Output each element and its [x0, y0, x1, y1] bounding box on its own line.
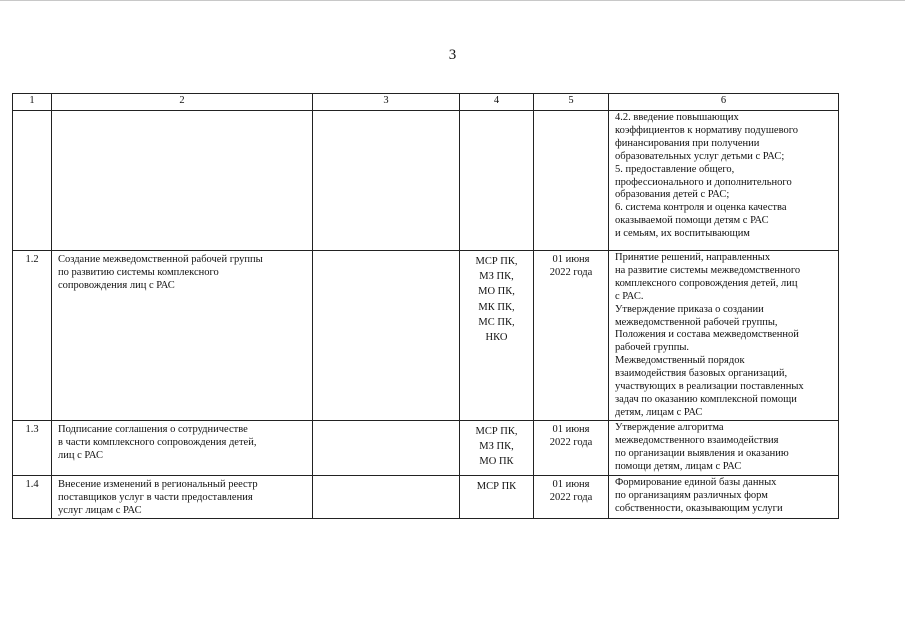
row-number: [13, 111, 52, 251]
table-row: [13, 251, 839, 421]
column-3-cell: [313, 475, 460, 518]
column-3-cell: [313, 111, 460, 251]
page-number: 3: [448, 47, 457, 63]
executors-cell: МСР ПК, МЗ ПК, МО ПК, МК ПК, МС ПК, НКО: [460, 251, 534, 421]
expected-result-cell: 4.2. введение повышающих коэффициентов к нормативу подушевого финансирования при получении образовательных услуг детьми с РАС; 5. предоставление общего, профессионального и дополнительного образования детей с РАС; 6. система контроля и оценка качества оказываемой помощи детям с РАС и семьям, их воспитывающим: [609, 111, 839, 251]
deadline-cell: 01 июня 2022 года: [534, 420, 609, 475]
deadline-cell: [534, 111, 609, 251]
activity-name: Создание межведомственной рабочей группы по развитию системы комплексного сопровождения лиц с РАС: [52, 251, 313, 421]
executors-cell: МСР ПК, МЗ ПК, МО ПК: [460, 420, 534, 475]
activity-name: Подписание соглашения о сотрудничестве в части комплексного сопровождения детей, лиц с РАС: [52, 420, 313, 475]
header-cell-1: 1: [13, 94, 52, 111]
table-header-row: [13, 94, 839, 111]
activity-name: [52, 111, 313, 251]
executors-cell: [460, 111, 534, 251]
header-cell-3: 3: [313, 94, 460, 111]
row-number: 1.4: [13, 475, 52, 518]
header-cell-2: 2: [52, 94, 313, 111]
deadline-cell: 01 июня 2022 года: [534, 475, 609, 518]
table-row: [13, 475, 839, 518]
header-cell-5: 5: [534, 94, 609, 111]
expected-result-cell: Принятие решений, направленных на развитие системы межведомственного комплексного сопровождения детей, лиц с РАС. Утверждение приказа о создании межведомственной рабочей группы, Положения и состава межведомственной рабочей группы. Межведомственный порядок взаимодействия базовых организаций, участвующих в реализации поставленных задач по оказанию комплексной помощи детям, лицам с РАС: [609, 251, 839, 421]
header-cell-4: 4: [460, 94, 534, 111]
row-number: 1.2: [13, 251, 52, 421]
table-row: [13, 111, 839, 251]
header-cell-6: 6: [609, 94, 839, 111]
column-3-cell: [313, 420, 460, 475]
expected-result-cell: Формирование единой базы данных по организациям различных форм собственности, оказывающим услуги: [609, 475, 839, 518]
activity-name: Внесение изменений в региональный реестр поставщиков услуг в части предоставления услуг лицам с РАС: [52, 475, 313, 518]
page-top-edge: [0, 0, 905, 3]
deadline-cell: 01 июня 2022 года: [534, 251, 609, 421]
row-number: 1.3: [13, 420, 52, 475]
executors-cell: МСР ПК: [460, 475, 534, 518]
expected-result-cell: Утверждение алгоритма межведомственного взаимодействия по организации выявления и оказанию помощи детям, лицам с РАС: [609, 420, 839, 475]
plan-table: [12, 93, 839, 519]
table-row: [13, 420, 839, 475]
column-3-cell: [313, 251, 460, 421]
